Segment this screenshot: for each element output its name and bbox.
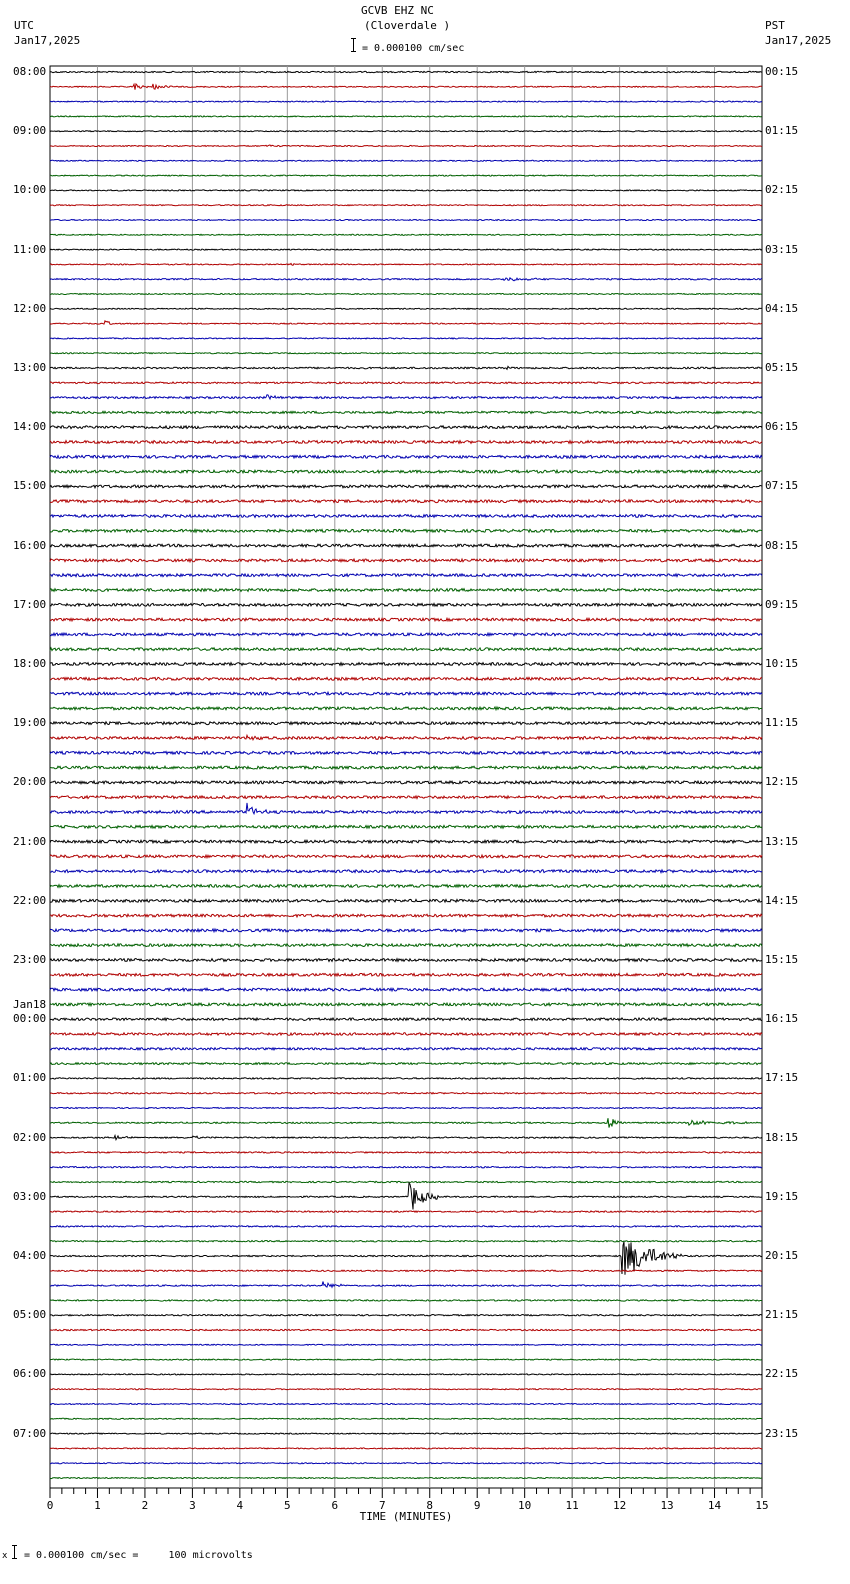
trace-row-86 — [50, 1344, 762, 1345]
trace-row-92 — [50, 1433, 762, 1434]
trace-row-6 — [50, 160, 762, 161]
trace-row-56 — [50, 899, 762, 902]
trace-row-78 — [50, 1226, 762, 1227]
right-timezone: PST — [765, 19, 785, 32]
trace-row-59 — [50, 944, 762, 947]
utc-hour-label: 05:00 — [13, 1308, 47, 1322]
trace-row-53 — [50, 855, 762, 858]
trace-row-14 — [50, 278, 762, 281]
trace-row-37 — [50, 618, 762, 621]
trace-row-10 — [50, 219, 762, 220]
pst-hour-label: 04:15 — [765, 301, 799, 315]
utc-hour-label: 10:00 — [13, 183, 47, 197]
x-axis-label: TIME (MINUTES) — [359, 1510, 453, 1523]
trace-row-2 — [50, 101, 762, 102]
trace-row-69 — [50, 1093, 762, 1094]
trace-row-43 — [50, 707, 762, 710]
trace-row-13 — [50, 263, 762, 265]
pst-hour-label: 16:15 — [765, 1012, 799, 1026]
scale-text: = 0.000100 cm/sec — [362, 43, 465, 54]
x-tick-label: 7 — [378, 1499, 386, 1512]
trace-row-82 — [50, 1281, 762, 1287]
time-axis — [47, 1488, 769, 1523]
trace-row-77 — [50, 1211, 762, 1212]
utc-hour-label: 17:00 — [13, 597, 47, 611]
trace-row-66 — [50, 1048, 762, 1050]
seismic-traces — [50, 71, 762, 1478]
utc-hour-label: 08:00 — [13, 65, 47, 78]
pst-hour-label: 13:15 — [765, 834, 799, 848]
trace-row-48 — [50, 781, 762, 784]
trace-row-75 — [50, 1181, 762, 1182]
trace-row-1 — [50, 84, 762, 90]
trace-row-17 — [50, 321, 762, 325]
trace-row-57 — [50, 914, 762, 917]
trace-row-16 — [50, 308, 762, 309]
utc-hour-label: 13:00 — [13, 361, 47, 374]
right-date: Jan17,2025 — [765, 34, 832, 47]
pst-hour-label: 01:15 — [765, 124, 799, 138]
pst-hour-label: 11:15 — [765, 716, 799, 730]
trace-row-30 — [50, 515, 762, 518]
trace-row-95 — [50, 1477, 762, 1478]
trace-row-45 — [50, 735, 762, 739]
x-tick-label: 15 — [755, 1499, 769, 1512]
trace-row-38 — [50, 633, 762, 636]
trace-row-89 — [50, 1389, 762, 1390]
pst-hour-label: 18:15 — [765, 1130, 799, 1144]
trace-row-44 — [50, 722, 762, 725]
pst-hour-label: 12:15 — [765, 775, 799, 789]
pst-hour-label: 00:15 — [765, 65, 799, 78]
trace-row-41 — [50, 677, 762, 680]
trace-row-91 — [50, 1418, 762, 1419]
pst-hour-label: 22:15 — [765, 1367, 799, 1381]
trace-row-73 — [50, 1152, 762, 1153]
trace-row-63 — [50, 1003, 762, 1006]
footer-scale-text: = 0.000100 cm/sec = 100 microvolts — [24, 1550, 253, 1561]
x-tick-label: 5 — [284, 1499, 291, 1512]
utc-hour-label: 14:00 — [13, 420, 47, 434]
trace-row-25 — [50, 441, 762, 444]
trace-row-58 — [50, 929, 762, 932]
pst-hour-label: 19:15 — [765, 1189, 799, 1203]
trace-row-5 — [50, 145, 762, 147]
trace-row-3 — [50, 116, 762, 117]
trace-row-28 — [50, 485, 762, 488]
utc-hour-label: 23:00 — [13, 953, 47, 966]
scale-bar-icon — [351, 38, 356, 52]
trace-row-12 — [50, 249, 762, 250]
trace-row-32 — [50, 544, 762, 547]
x-tick-label: 6 — [331, 1499, 339, 1512]
trace-row-11 — [50, 234, 762, 235]
x-tick-label: 13 — [660, 1499, 674, 1512]
trace-row-40 — [50, 663, 762, 666]
utc-hour-label: 21:00 — [13, 834, 47, 848]
utc-hour-label: 11:00 — [13, 242, 47, 256]
trace-row-18 — [50, 338, 762, 339]
utc-hour-label: 15:00 — [13, 479, 47, 493]
trace-row-29 — [50, 500, 762, 503]
utc-hour-label: 02:00 — [13, 1130, 47, 1144]
utc-hour-label: 04:00 — [13, 1249, 47, 1262]
trace-row-60 — [50, 959, 762, 962]
trace-row-36 — [50, 603, 762, 606]
trace-row-47 — [50, 766, 762, 769]
trace-row-80 — [50, 1242, 762, 1275]
pst-hour-label: 05:15 — [765, 361, 799, 374]
footer-prefix: x — [2, 1551, 8, 1561]
trace-row-51 — [50, 825, 762, 828]
trace-row-88 — [50, 1374, 762, 1375]
trace-row-64 — [50, 1018, 762, 1021]
trace-row-67 — [50, 1063, 762, 1065]
x-tick-label: 3 — [189, 1499, 196, 1512]
station-location: (Cloverdale ) — [364, 19, 451, 32]
trace-row-49 — [50, 796, 762, 799]
pst-hour-label: 07:15 — [765, 479, 799, 493]
utc-hour-label: 00:00 — [13, 1012, 47, 1026]
pst-hour-label: 02:15 — [765, 183, 799, 197]
utc-hour-label: 01:00 — [13, 1071, 47, 1085]
trace-row-8 — [50, 190, 762, 191]
trace-row-9 — [50, 205, 762, 206]
utc-hour-label: 12:00 — [13, 301, 47, 315]
x-tick-label: 10 — [518, 1499, 532, 1512]
utc-hour-label: 18:00 — [13, 657, 47, 670]
x-tick-label: 0 — [46, 1499, 54, 1512]
footer-scale-icon — [12, 1545, 17, 1559]
trace-row-81 — [50, 1270, 762, 1271]
pst-hour-label: 21:15 — [765, 1308, 799, 1322]
trace-row-33 — [50, 559, 762, 562]
trace-row-22 — [50, 395, 762, 399]
utc-hour-label: 19:00 — [13, 716, 47, 730]
trace-row-34 — [50, 574, 762, 577]
station-title: GCVB EHZ NC — [361, 4, 434, 17]
utc-hour-label: 03:00 — [13, 1189, 47, 1203]
x-tick-label: 1 — [94, 1499, 101, 1512]
trace-row-61 — [50, 973, 762, 976]
trace-row-85 — [50, 1329, 762, 1330]
trace-row-70 — [50, 1107, 762, 1108]
utc-hour-label: 06:00 — [13, 1367, 47, 1381]
x-tick-label: 12 — [612, 1499, 627, 1512]
pst-hour-label: 10:15 — [765, 657, 799, 670]
trace-row-27 — [50, 470, 762, 473]
trace-row-84 — [50, 1315, 762, 1316]
pst-hour-label: 09:15 — [765, 597, 799, 611]
trace-row-90 — [50, 1403, 762, 1404]
pst-hour-label: 03:15 — [765, 242, 799, 256]
pst-hour-label: 20:15 — [765, 1249, 799, 1262]
trace-row-65 — [50, 1033, 762, 1036]
trace-row-21 — [50, 382, 762, 384]
trace-row-24 — [50, 426, 762, 429]
trace-row-26 — [50, 455, 762, 458]
x-tick-label: 14 — [707, 1499, 722, 1512]
pst-hour-label: 15:15 — [765, 953, 799, 966]
trace-row-79 — [50, 1241, 762, 1242]
utc-hour-label: 07:00 — [13, 1426, 47, 1440]
x-tick-label: 11 — [565, 1499, 579, 1512]
trace-row-20 — [50, 366, 762, 369]
trace-row-62 — [50, 988, 762, 991]
x-tick-label: 8 — [426, 1499, 434, 1512]
left-date: Jan17,2025 — [14, 34, 81, 47]
pst-hour-label: 17:15 — [765, 1071, 799, 1085]
trace-row-94 — [50, 1463, 762, 1464]
trace-row-35 — [50, 589, 762, 592]
trace-row-83 — [50, 1300, 762, 1301]
trace-row-39 — [50, 648, 762, 651]
trace-row-71 — [50, 1118, 762, 1127]
trace-row-93 — [50, 1448, 762, 1449]
trace-row-54 — [50, 870, 762, 873]
left-timezone: UTC — [14, 19, 34, 32]
utc-hour-label: 09:00 — [13, 124, 47, 138]
x-tick-label: 4 — [236, 1499, 244, 1512]
trace-row-15 — [50, 293, 762, 294]
trace-row-7 — [50, 175, 762, 176]
trace-row-19 — [50, 353, 762, 354]
trace-row-52 — [50, 840, 762, 843]
date-change-label: Jan18 — [13, 998, 47, 1012]
trace-row-87 — [50, 1359, 762, 1360]
x-tick-label: 9 — [473, 1499, 481, 1512]
pst-hour-label: 23:15 — [765, 1426, 799, 1440]
trace-row-42 — [50, 692, 762, 695]
x-tick-label: 2 — [141, 1499, 149, 1512]
trace-row-72 — [50, 1136, 762, 1140]
pst-hour-label: 14:15 — [765, 893, 799, 907]
trace-row-4 — [50, 131, 762, 132]
utc-hour-label: 16:00 — [13, 538, 47, 552]
trace-row-31 — [50, 529, 762, 532]
trace-row-50 — [50, 803, 762, 814]
trace-row-23 — [50, 411, 762, 413]
trace-row-0 — [50, 71, 762, 72]
utc-hour-label: 22:00 — [13, 893, 47, 907]
pst-hour-label: 06:15 — [765, 420, 799, 434]
pst-hour-label: 08:15 — [765, 538, 799, 552]
trace-row-76 — [50, 1183, 762, 1209]
trace-row-74 — [50, 1167, 762, 1168]
trace-row-68 — [50, 1078, 762, 1079]
utc-hour-label: 20:00 — [13, 775, 47, 789]
trace-row-46 — [50, 751, 762, 754]
trace-row-55 — [50, 885, 762, 888]
